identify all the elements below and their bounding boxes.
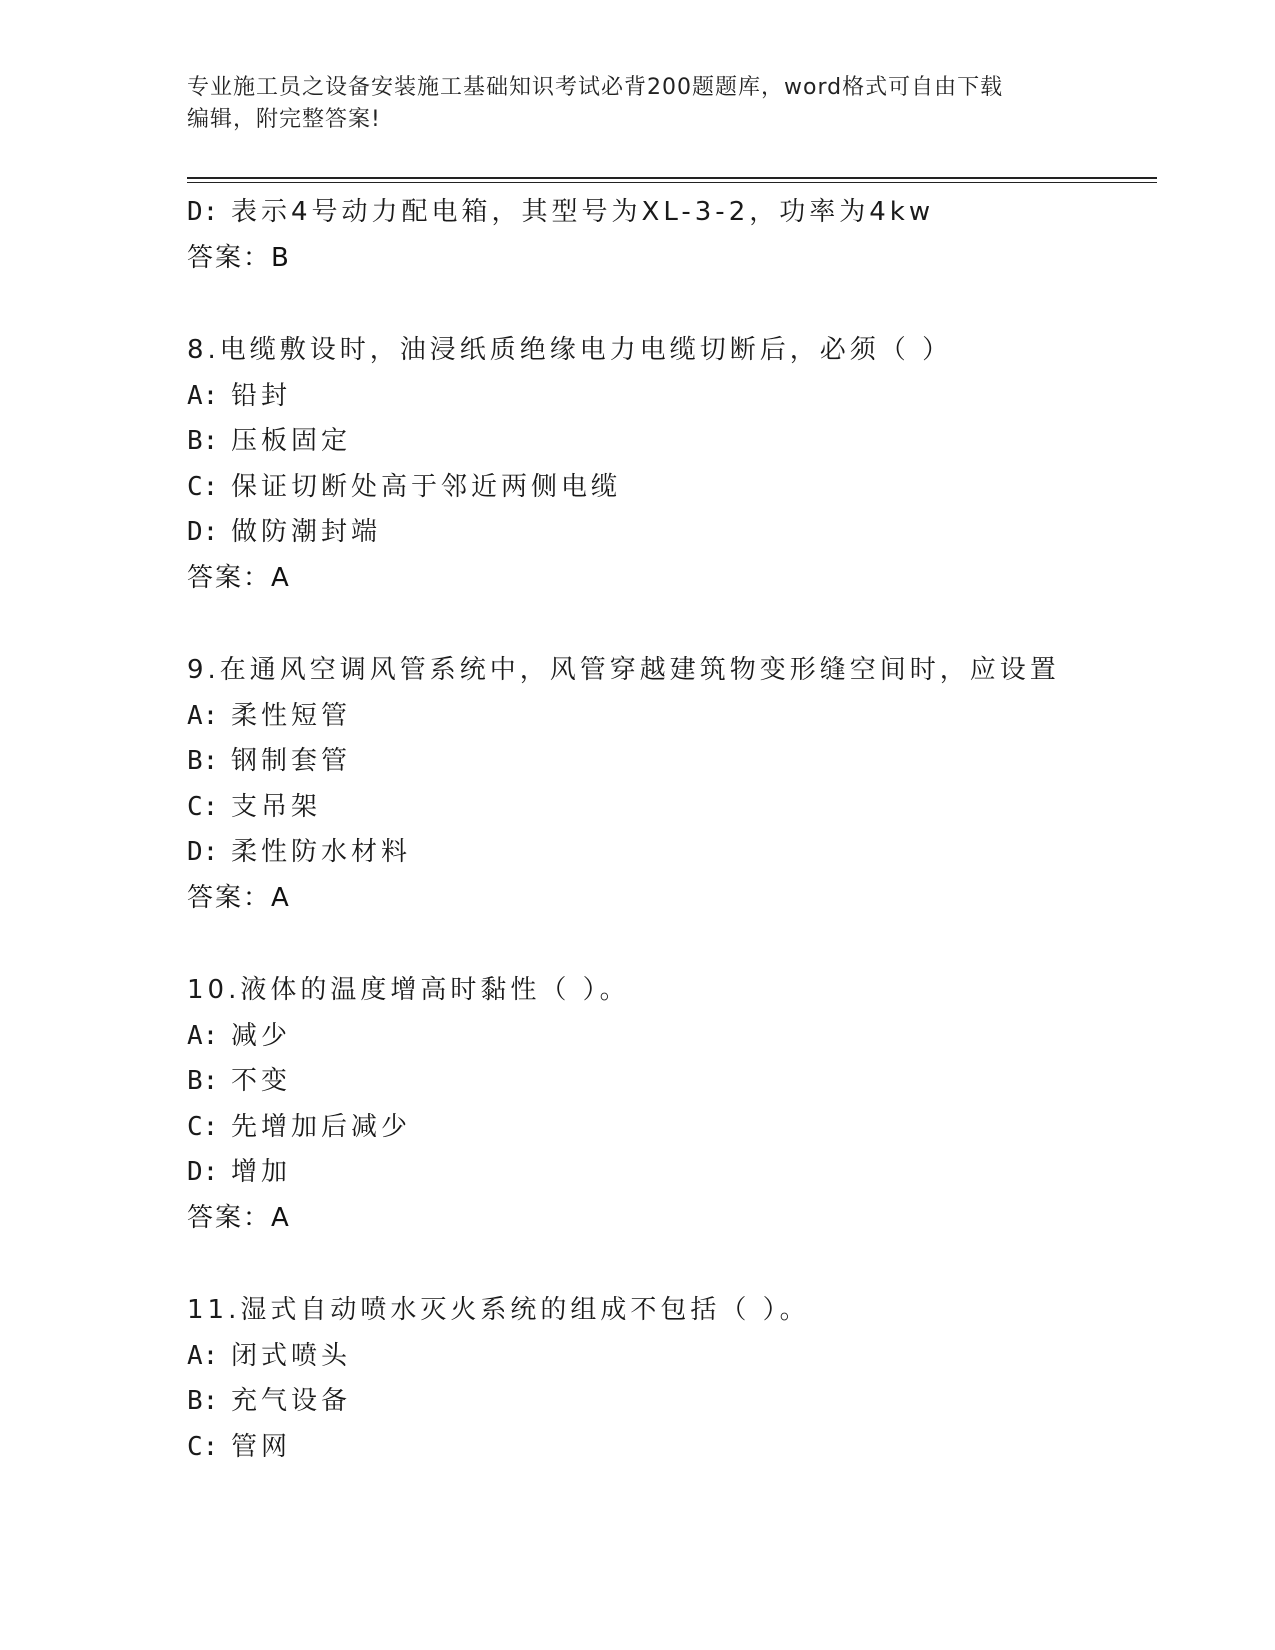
- option-a: [187, 1014, 1157, 1060]
- option-letter: B:: [187, 1386, 219, 1416]
- option-letter: D:: [187, 517, 219, 547]
- spacer: [187, 1241, 1157, 1288]
- option-letter: B:: [187, 426, 219, 456]
- option-b: [187, 419, 1157, 465]
- option-c: [187, 785, 1157, 831]
- option-text: 柔性防水材料: [231, 837, 412, 867]
- option-letter: D:: [187, 1157, 219, 1187]
- option-letter: C:: [187, 791, 219, 822]
- option-text: 支吊架: [231, 791, 322, 822]
- option-d: [187, 1150, 1157, 1196]
- option-a: [187, 694, 1157, 740]
- option-letter: A:: [187, 380, 219, 411]
- question-stem: 9.在通风空调风管系统中，风管穿越建筑物变形缝空间时，应设置: [187, 655, 1060, 685]
- answer-line: 答案：A: [187, 562, 291, 593]
- option-letter: A:: [187, 700, 219, 731]
- option-letter: D:: [187, 837, 219, 867]
- spacer: [187, 281, 1157, 328]
- spacer: [187, 921, 1157, 968]
- header-divider-thick: [187, 177, 1157, 179]
- spacer: [187, 601, 1157, 648]
- option-text: 保证切断处高于邻近两侧电缆: [231, 471, 622, 502]
- option-text: 充气设备: [231, 1386, 352, 1416]
- option-b: [187, 739, 1157, 785]
- option-text: 闭式喷头: [231, 1340, 352, 1371]
- option-text: 管网: [231, 1431, 292, 1462]
- option-letter: C:: [187, 1431, 219, 1462]
- answer-line: 答案：A: [187, 882, 291, 913]
- option-letter: C:: [187, 471, 219, 502]
- option-letter: C:: [187, 1111, 219, 1142]
- option-c: [187, 1105, 1157, 1151]
- option-d: [187, 510, 1157, 556]
- answer-line: 答案：A: [187, 1202, 291, 1233]
- option-d-continued: [187, 190, 1157, 236]
- option-text: 先增加后减少: [231, 1111, 412, 1142]
- question-stem: 8.电缆敷设时，油浸纸质绝缘电力电缆切断后，必须（ ）: [187, 335, 953, 365]
- option-text: 钢制套管: [231, 746, 352, 776]
- option-letter: B:: [187, 746, 219, 776]
- option-letter: A:: [187, 1340, 219, 1371]
- question-list: [187, 190, 1157, 1470]
- option-c: [187, 465, 1157, 511]
- option-text: 表示4号动力配电箱，其型号为XL-3-2，功率为4kw: [231, 197, 935, 227]
- option-text: 柔性短管: [231, 700, 352, 731]
- question-10: [187, 968, 1157, 1241]
- question-9: [187, 648, 1157, 921]
- header-divider-thin: [187, 182, 1157, 183]
- option-a: [187, 374, 1157, 420]
- option-b: [187, 1059, 1157, 1105]
- option-text: 不变: [231, 1066, 292, 1096]
- option-letter: B:: [187, 1066, 219, 1096]
- option-text: 压板固定: [231, 426, 352, 456]
- question-stem: 11.湿式自动喷水灭火系统的组成不包括（ ）。: [187, 1295, 810, 1325]
- option-d: [187, 830, 1157, 876]
- answer-line: 答案：B: [187, 242, 291, 273]
- option-letter: A:: [187, 1020, 219, 1051]
- option-text: 增加: [231, 1157, 292, 1187]
- option-letter: D:: [187, 197, 219, 227]
- question-11: [187, 1288, 1157, 1470]
- question-8: [187, 328, 1157, 601]
- option-text: 减少: [231, 1020, 292, 1051]
- header-title-line-2: 编辑，附完整答案!: [187, 107, 381, 132]
- option-text: 做防潮封端: [231, 517, 382, 547]
- option-text: 铅封: [231, 380, 292, 411]
- option-a: [187, 1334, 1157, 1380]
- header-title-line-1: 专业施工员之设备安装施工基础知识考试必背200题题库，word格式可自由下载: [187, 75, 1004, 100]
- option-b: [187, 1379, 1157, 1425]
- document-header: [187, 72, 1087, 136]
- question-stem: 10.液体的温度增高时黏性（ ）。: [187, 975, 630, 1005]
- option-c: [187, 1425, 1157, 1471]
